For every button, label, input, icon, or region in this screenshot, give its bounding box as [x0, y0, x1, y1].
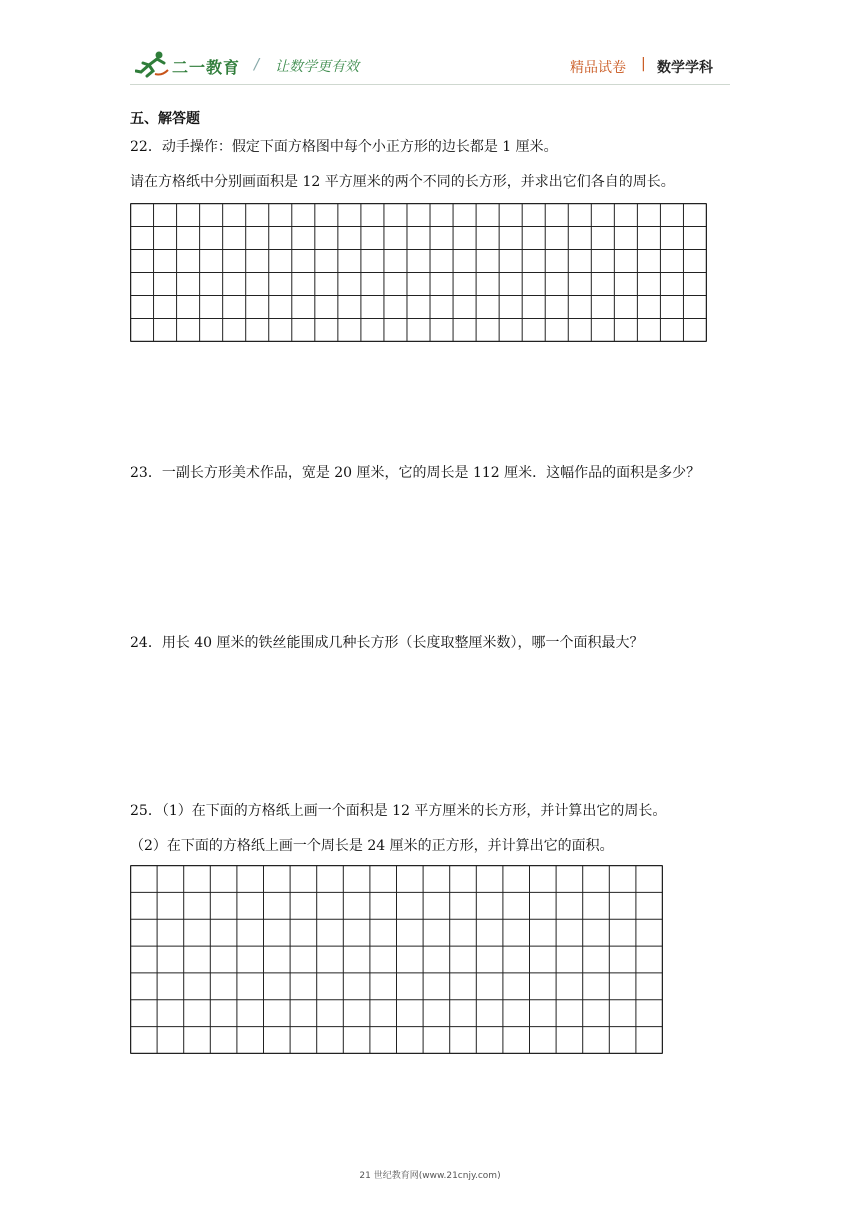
q24-prompt: 24．用长 40 厘米的铁丝能围成几种长方形（长度取整厘米数），哪一个面积最大？ — [130, 635, 644, 651]
header-label-subject: 数学学科 — [657, 60, 713, 76]
logo-text: 二一教育 — [172, 58, 241, 77]
header-divider — [130, 84, 730, 85]
runner-logo-icon — [135, 50, 169, 78]
header-label-premium: 精品试卷 — [570, 60, 626, 76]
q25-part1: 25．（1）在下面的方格纸上画一个面积是 12 平方厘米的长方形，并计算出它的周长。 — [130, 803, 667, 819]
q23-prompt: 23．一副长方形美术作品，宽是 20 厘米，它的周长是 112 厘米．这幅作品的面积是多少？ — [130, 465, 701, 481]
q25-part2: （2）在下面的方格纸上画一个周长是 24 厘米的正方形，并计算出它的面积。 — [130, 838, 614, 854]
q22-grid-svg — [130, 203, 707, 342]
q25-grid-paper — [130, 865, 663, 1058]
header-separator: | — [641, 56, 646, 72]
logo-slogan: 让数学更有效 — [275, 59, 359, 75]
page-header — [0, 0, 860, 100]
q22-grid-paper — [130, 203, 707, 346]
q22-instruction: 请在方格纸中分别画面积是 12 平方厘米的两个不同的长方形，并求出它们各自的周长。 — [130, 174, 675, 190]
section-title: 五、解答题 — [130, 111, 200, 127]
q25-grid-svg — [130, 865, 663, 1054]
page-footer: 21 世纪教育网(www.21cnjy.com) — [359, 1171, 501, 1181]
logo-slash: / — [254, 55, 260, 73]
q22-prompt: 22．动手操作：假定下面方格图中每个小正方形的边长都是 1 厘米。 — [130, 139, 558, 155]
